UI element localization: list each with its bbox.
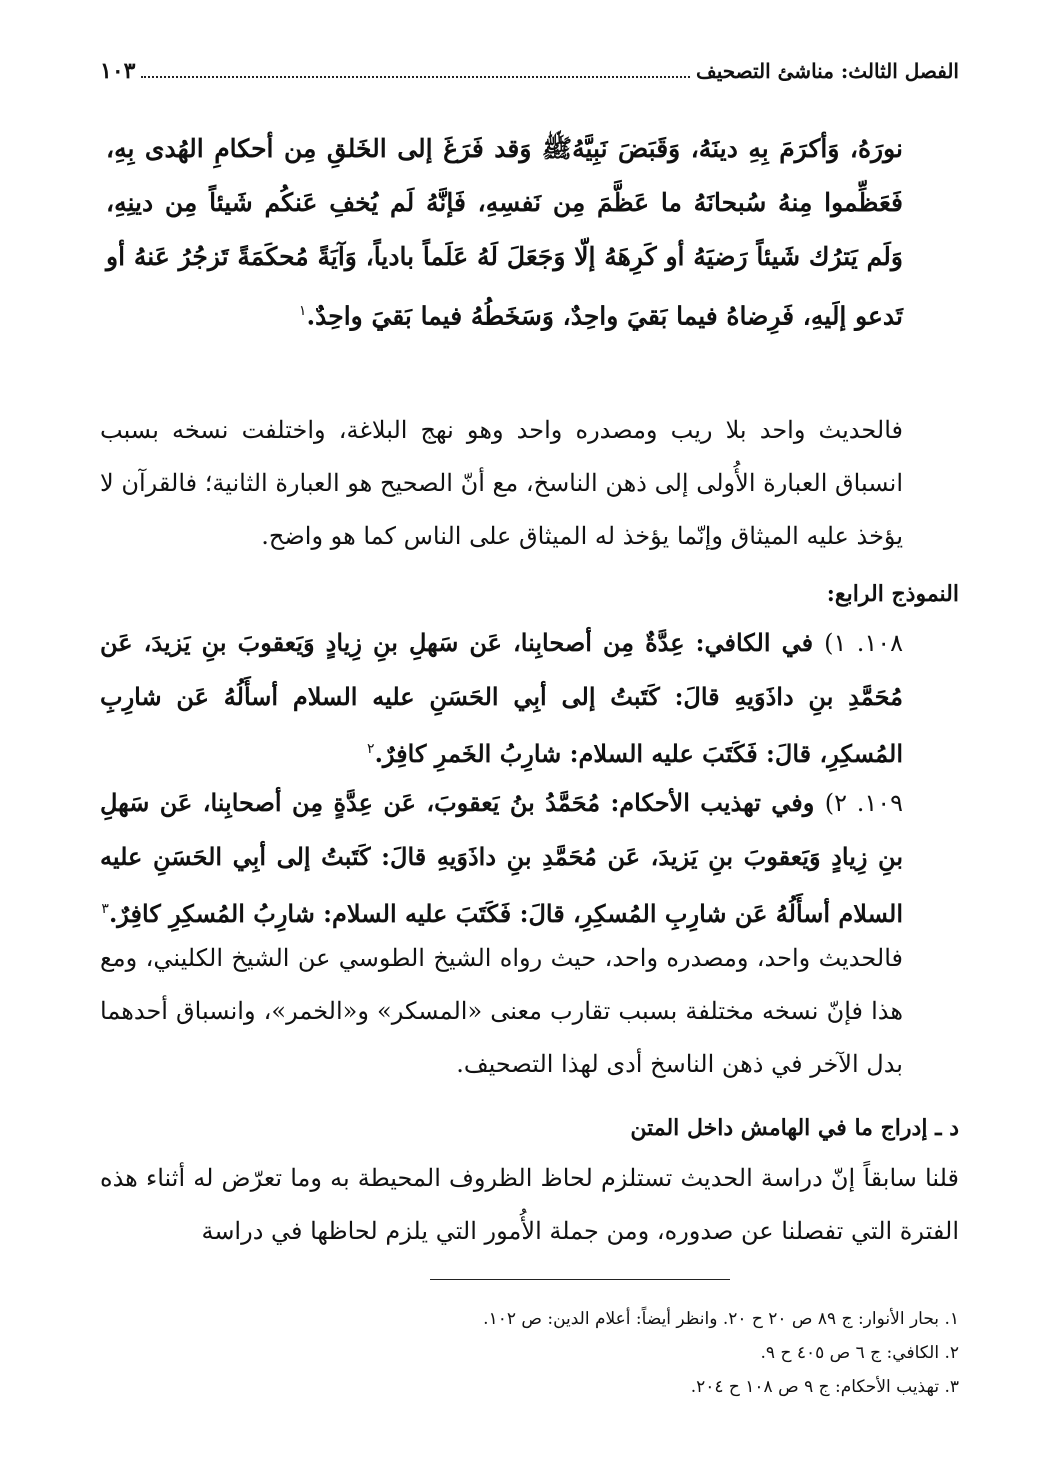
paragraph-2-text: فالحديث واحد، ومصدره واحد، حيث رواه الشيخ الطوسي عن الشيخ الكليني، ومع هذا فإنّ نسخه مختلفة بسبب تقارب معنى «المسكر» و«الخمر»، وانسباق أحدهما بدل الآخر في ذهن الناسخ أدى لهذا التصحيف. — [100, 944, 903, 1078]
footnote-divider — [430, 1279, 730, 1280]
footnotes — [100, 1302, 959, 1404]
paragraph-1 — [100, 404, 959, 563]
book-page — [100, 0, 959, 1477]
narration-108-text: في الكافي: عِدَّةٌ مِن أصحابِنا، عَن سَهلِ بنِ زِيادٍ وَيَعقوبَ بنِ يَزيدَ، عَن مُحَمَّدِ بنِ داذَوَيهِ قالَ: كَتَبتُ إلى أبِي الحَسَنِ عليه السلام أسأَلُهُ عَن شارِبِ المُسكِرِ، قالَ: فَكَتَبَ عليه السلام: شارِبُ الخَمرِ كافِرٌ. — [100, 628, 903, 768]
narration-109-text: وفي تهذيب الأحكام: مُحَمَّدُ بنُ يَعقوبَ، عَن عِدَّةٍ مِن أصحابِنا، عَن سَهلِ بنِ زِيادٍ وَيَعقوبَ بنِ يَزيدَ، عَن مُحَمَّدِ بنِ داذَوَيهِ قالَ: كَتَبتُ إلى أبِي الحَسَنِ عليه السلام أسأَلُهُ عَن شارِبِ المُسكِرِ، قالَ: فَكَتَبَ عليه السلام: شارِبُ المُسكِرِ كافِرٌ. — [100, 788, 903, 928]
quoted-hadith-block — [100, 122, 959, 343]
narration-108 — [100, 616, 959, 780]
quoted-hadith-text: نورَهُ، وَأكرَمَ بِهِ دينَهُ، وَقَبَضَ نَبِيَّهُﷺ وَقد فَرَغَ إلى الخَلقِ مِن أحكامِ الهُدى بِهِ، فَعَظِّموا مِنهُ سُبحانَهُ ما عَظَّمَ مِن نَفسِهِ، فَإنَّهُ لَم يُخفِ عَنكُم شَيئاً مِن دينِهِ، وَلَم يَترُك شَيئاً رَضيَهُ أو كَرِهَهُ إلّا وَجَعَلَ لَهُ عَلَماً بادياً، وَآيَةً مُحكَمَةً تَزجُرُ عَنهُ أو تَدعو إلَيهِ، فَرِضاهُ فيما بَقيَ واحِدٌ، وَسَخَطُهُ فيما بَقيَ واحِدٌ. — [106, 134, 903, 331]
paragraph-3 — [100, 1152, 959, 1258]
footnote-ref-1: ١ — [298, 303, 307, 319]
running-head — [100, 58, 959, 90]
dot-leader — [141, 76, 690, 78]
footnote-ref-2: ٢ — [367, 741, 375, 757]
paragraph-1-text: فالحديث واحد بلا ريب ومصدره واحد وهو نهج البلاغة، واختلفت نسخه بسبب انسباق العبارة الأُولى إلى ذهن الناسخ، مع أنّ الصحيح هو العبارة الثانية؛ فالقرآن لا يؤخذ عليه الميثاق وإنّما يؤخذ له الميثاق على الناس كما هو واضح. — [100, 416, 903, 550]
section-heading: د ـ إدراج ما في الهامش داخل المتن — [630, 1115, 959, 1141]
paragraph-3-text: قلنا سابقاً إنّ دراسة الحديث تستلزم لحاظ الظروف المحيطة به وما تعرّض له أثناء هذه الفترة التي تفصلنا عن صدوره، ومن جملة الأُمور التي يلزم لحاظها في دراسة — [100, 1164, 959, 1245]
footnote-2: ٢. الكافي: ج ٦ ص ٤٠٥ ح ٩. — [760, 1343, 959, 1363]
chapter-title: الفصل الثالث: مناشئ التصحيف — [696, 59, 959, 83]
page-number: ١٠٣ — [100, 58, 136, 84]
narration-109 — [100, 776, 959, 940]
model-heading: النموذج الرابع: — [826, 581, 959, 607]
narration-108-number: ١٠٨. ١) — [824, 629, 903, 657]
footnote-3: ٣. تهذيب الأحكام: ج ٩ ص ١٠٨ ح ٢٠٤. — [690, 1377, 959, 1397]
narration-109-number: ١٠٩. ٢) — [824, 789, 904, 817]
footnote-1: ١. بحار الأنوار: ج ٨٩ ص ٢٠ ح ٢٠. وانظر أيضاً: أعلام الدين: ص ١٠٢. — [483, 1309, 959, 1329]
paragraph-2 — [100, 932, 959, 1091]
footnote-ref-3: ٣ — [101, 901, 109, 917]
